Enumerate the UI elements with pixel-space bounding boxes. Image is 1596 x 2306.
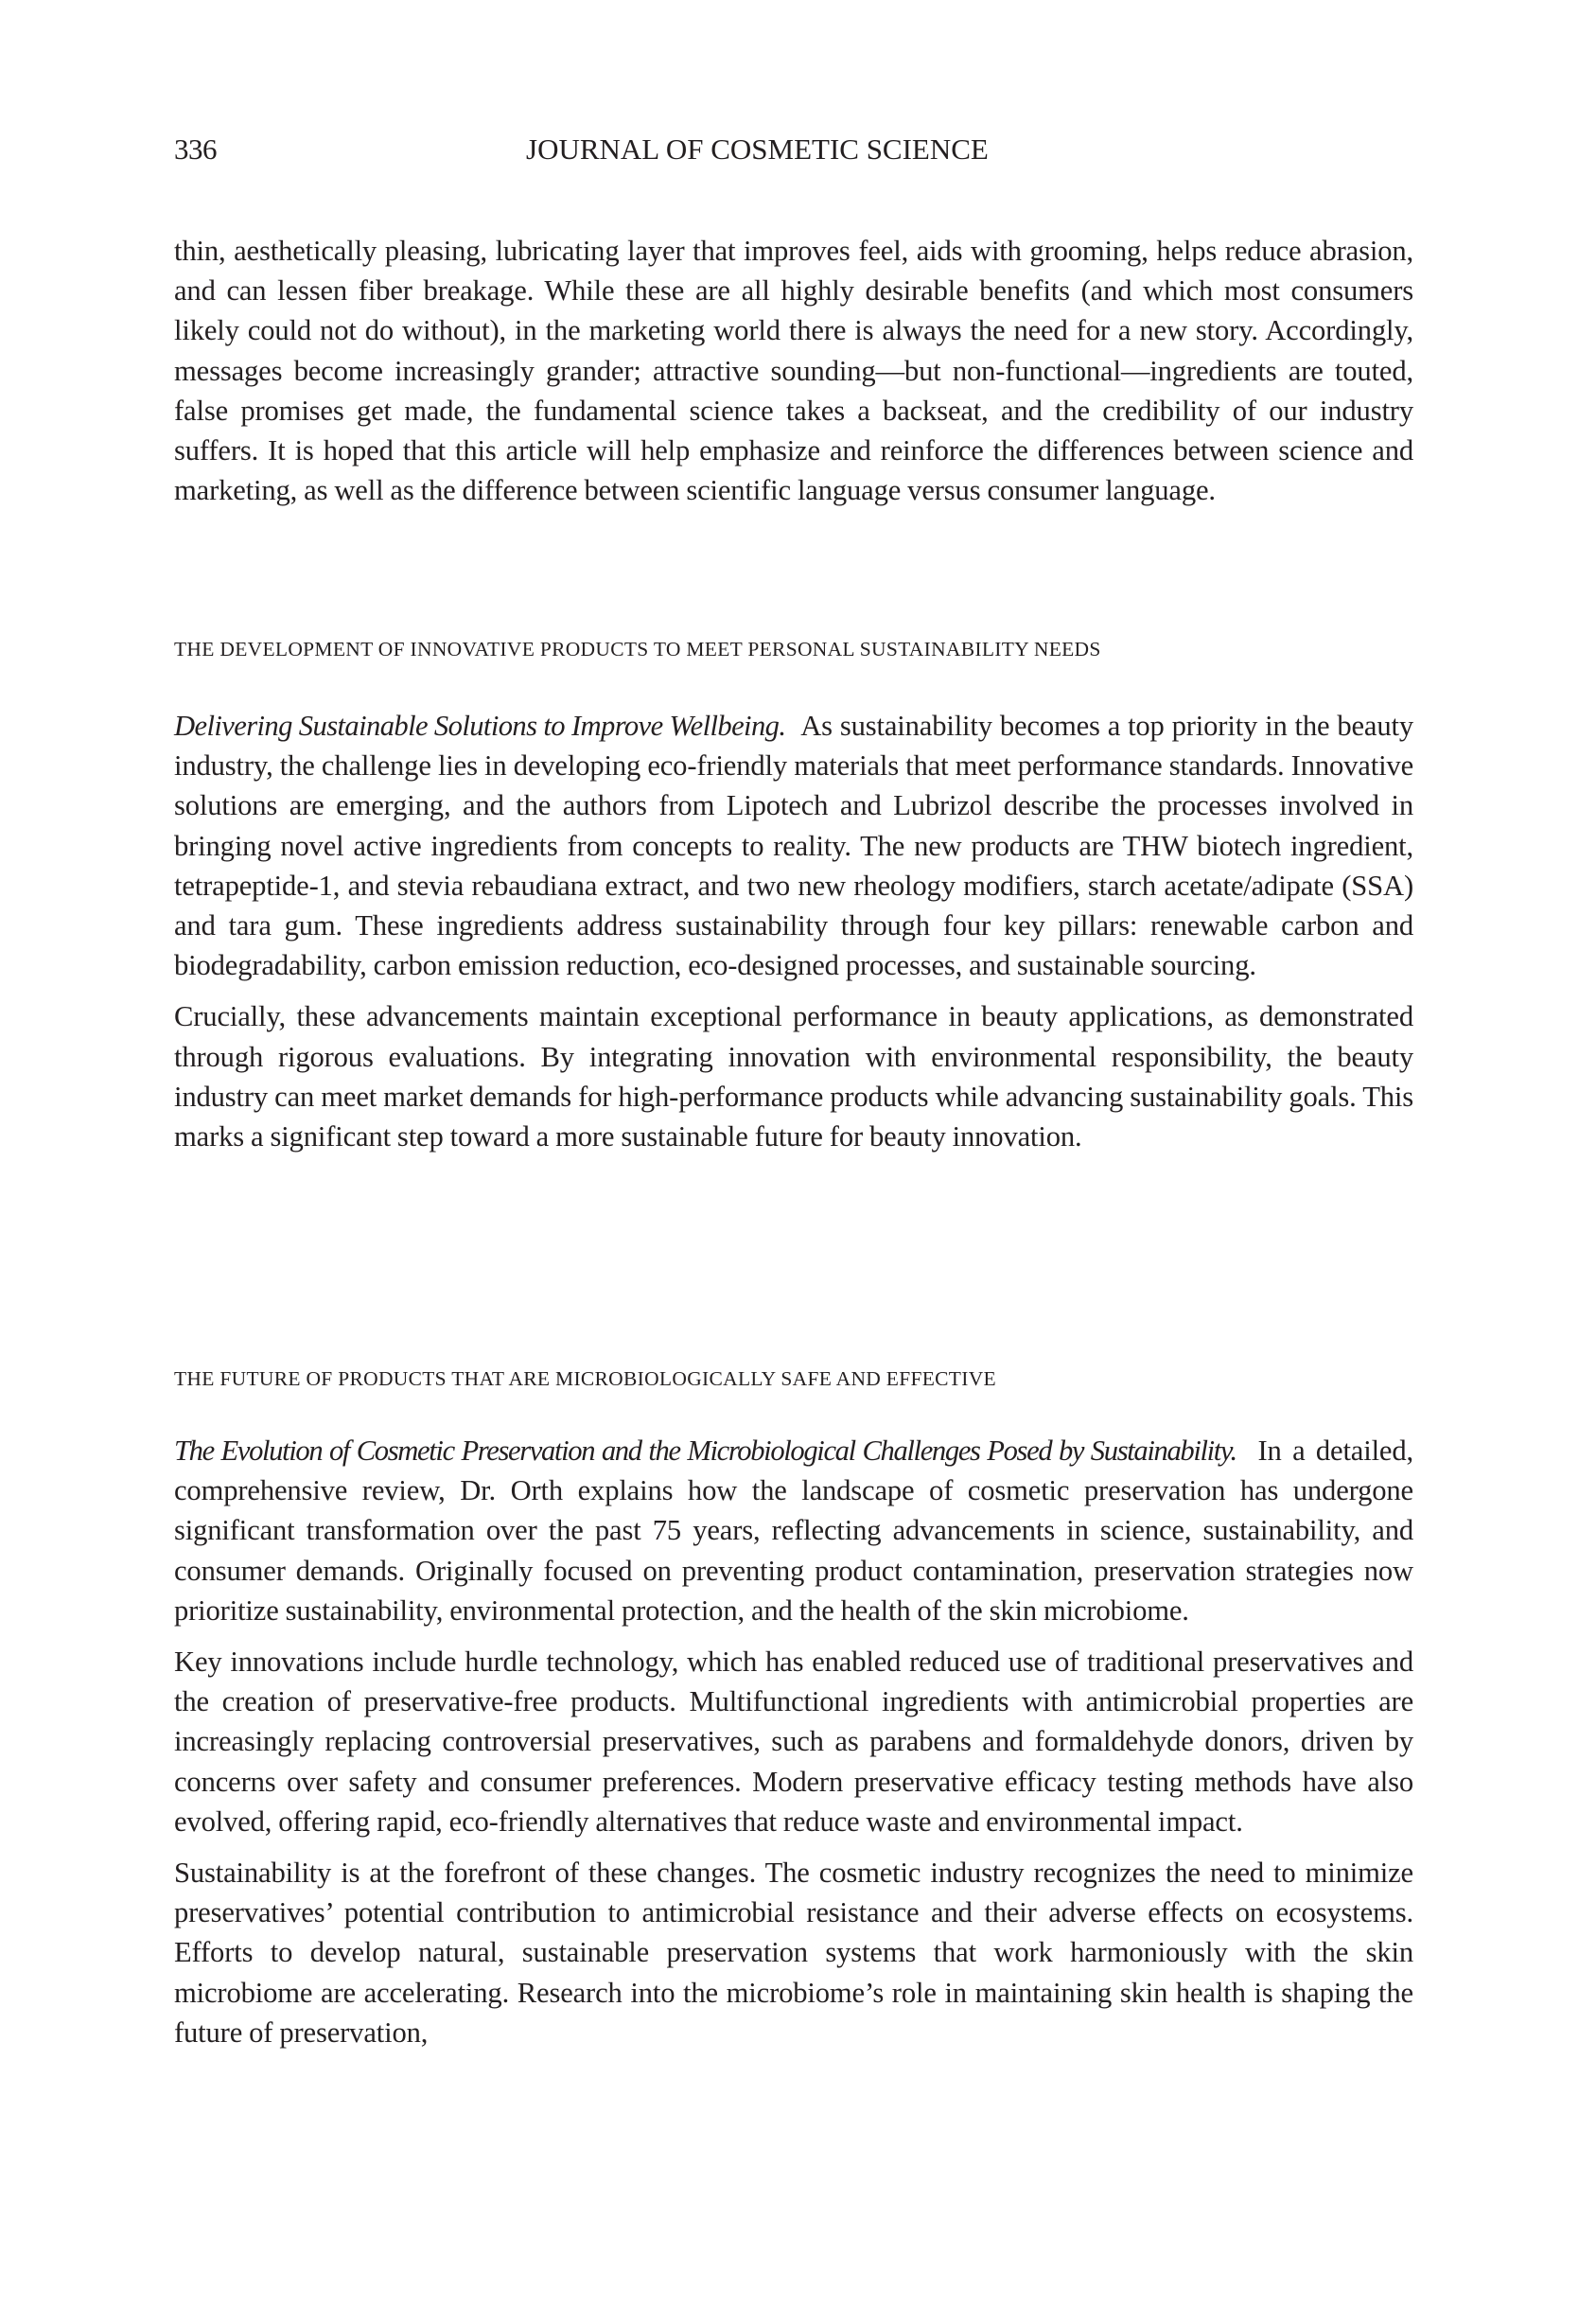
page-number: 336 <box>174 132 217 166</box>
journal-title: JOURNAL OF COSMETIC SCIENCE <box>526 132 989 166</box>
intro-paragraph: thin, aesthetically pleasing, lubricating layer that improves feel, aids with grooming, helps reduce abrasion, and can lessen fiber breakage. While these are all highly desirable benefits (and which most consumers likely could not do without), in the marketing world there is always the need for a new story. Accordingly, messages become increasingly grander; attractive sounding—but non-functional—ingredients are touted, false promises get made, the fundamental science takes a backseat, and the credibility of our industry suffers. It is hoped that this article will help emphasize and reinforce the differences between science and marketing, as well as the difference between scientific language versus consumer language. <box>174 235 1413 507</box>
section-paragraph: Sustainability is at the forefront of these changes. The cosmetic industry recognizes the need to minimize preservatives’ potential contribution to antimicrobial resistance and their adverse effects on ecosystems. Efforts to develop natural, sustainable preservation systems that work harmoniously with the skin microbiome are accelerating. Research into the microbiome’s role in maintaining skin health is shaping the future of preservation, <box>174 1857 1413 2049</box>
paragraph-text: As sustainability becomes a top priority in the beauty industry, the challenge lies in developing eco-friendly materials that meet performance standards. Innovative solutions are emerging, and the authors from Lipotech and Lubrizol describe the processes involved in bringing novel active ingredients from concepts to reality. The new products are THW biotech ingredient, tetrapeptide-1, and stevia rebaudiana extract, and two new rheology modifiers, starch acetate/adipate (SSA) and tara gum. These ingredients address sustainability through four key pillars: renewable carbon and biodegradability, carbon emission reduction, eco-designed processes, and sustainable sourcing. <box>174 710 1414 982</box>
running-head <box>174 131 1413 168</box>
section-paragraph <box>174 1431 1413 1630</box>
section-paragraph <box>174 706 1413 985</box>
article-lead-title: The Evolution of Cosmetic Preservation and the Microbiological Challenges Posed by Sustainability. <box>174 1435 1236 1467</box>
section-paragraph: Key innovations include hurdle technology, which has enabled reduced use of traditional preservatives and the creation of preservative-free products. Multifunctional ingredients with antimicrobial properties are increasingly replacing controversial preservatives, such as parabens and formaldehyde donors, driven by concerns over safety and consumer preferences. Modern preservative efficacy testing methods have also evolved, offering rapid, eco-friendly alternatives that reduce waste and environmental impact. <box>174 1646 1413 1838</box>
section-body <box>174 706 1413 1156</box>
section-heading: THE FUTURE OF PRODUCTS THAT ARE MICROBIOLOGICALLY SAFE AND EFFECTIVE <box>174 1367 996 1390</box>
article-lead-title: Delivering Sustainable Solutions to Improve Wellbeing. <box>174 710 786 742</box>
section-paragraph: Crucially, these advancements maintain exceptional performance in beauty applications, as demonstrated through rigorous evaluations. By integrating innovation with environmental responsibility, the beauty industry can meet market demands for high-performance products while advancing sustainability goals. This marks a significant step toward a more sustainable future for beauty innovation. <box>174 1000 1413 1153</box>
paragraph-text: In a detailed, comprehensive review, Dr. Orth explains how the landscape of cosmetic preservation has undergone significant transformation over the past 75 years, reflecting advancements in science, sustainability, and consumer demands. Originally focused on preventing product contamination, preservation strategies now prioritize sustainability, environmental protection, and the health of the skin microbiome. <box>174 1435 1413 1627</box>
section-body <box>174 1431 1413 2052</box>
section-heading: THE DEVELOPMENT OF INNOVATIVE PRODUCTS TO MEET PERSONAL SUSTAINABILITY NEEDS <box>174 638 1101 660</box>
intro-block <box>174 231 1413 510</box>
